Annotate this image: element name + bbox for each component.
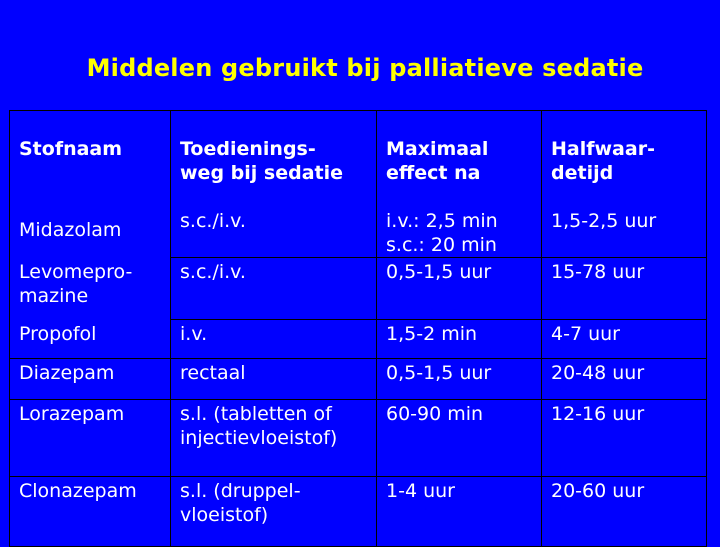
table-cell: 1,5-2 min — [377, 320, 542, 359]
table-cell: Clonazepam — [10, 477, 171, 547]
medication-table — [9, 110, 707, 547]
column-header-maximaal-effect: Maximaal effect na — [386, 138, 489, 184]
table-row — [10, 111, 707, 258]
table-cell: i.v.: 2,5 min s.c.: 20 min — [386, 210, 498, 256]
table-cell: s.c./i.v. — [171, 258, 377, 320]
table-cell: 0,5-1,5 uur — [377, 359, 542, 400]
slide-title: Middelen gebruikt bij palliatieve sedatie — [86, 54, 644, 82]
table-cell: s.c./i.v. — [180, 210, 246, 232]
table-row — [10, 400, 707, 477]
toediening-cell — [171, 111, 377, 258]
table-cell: Lorazepam — [10, 400, 171, 477]
table-cell: Levomepro- mazine — [10, 258, 171, 320]
table-cell: s.l. (tabletten of injectievloeistof) — [171, 400, 377, 477]
table-row — [10, 359, 707, 400]
table-cell: 4-7 uur — [542, 320, 707, 359]
table-cell: 1-4 uur — [377, 477, 542, 547]
table-cell: 0,5-1,5 uur — [377, 258, 542, 320]
table-cell: rectaal — [171, 359, 377, 400]
table-cell: i.v. — [171, 320, 377, 359]
table-cell: Propofol — [10, 320, 171, 359]
table-cell: 15-78 uur — [542, 258, 707, 320]
table-cell: 60-90 min — [377, 400, 542, 477]
table-cell: 20-60 uur — [542, 477, 707, 547]
column-header-stofnaam: Stofnaam — [19, 138, 123, 160]
effect-cell — [377, 111, 542, 258]
table-cell: Diazepam — [10, 359, 171, 400]
table-row — [10, 320, 707, 359]
stofnaam-cell — [10, 111, 171, 258]
halfwaardetijd-cell — [542, 111, 707, 258]
table-cell: 1,5-2,5 uur — [551, 210, 657, 232]
table-cell: Midazolam — [19, 219, 122, 241]
column-header-toedieningsweg: Toedienings- weg bij sedatie — [180, 138, 343, 184]
table-cell: 20-48 uur — [542, 359, 707, 400]
table-row — [10, 477, 707, 547]
column-header-halfwaardetijd: Halfwaar- detijd — [551, 138, 655, 184]
table-cell: 12-16 uur — [542, 400, 707, 477]
table-row — [10, 258, 707, 320]
table-cell: s.l. (druppel- vloeistof) — [171, 477, 377, 547]
